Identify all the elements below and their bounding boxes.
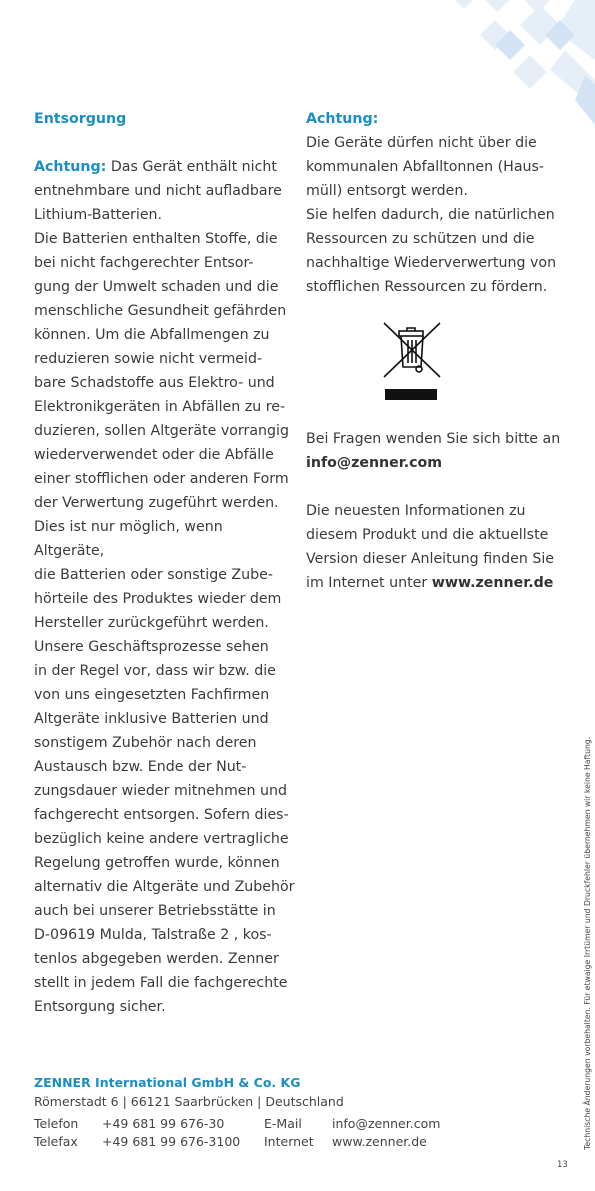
text-line: duzieren, sollen Altgeräte vorrangig bbox=[34, 423, 289, 439]
footer-website-link[interactable]: www.zenner.de bbox=[332, 1134, 427, 1149]
text-line: entnehmbare und nicht aufladbare bbox=[34, 183, 282, 199]
disposal-body-text bbox=[34, 179, 296, 1019]
text-line: reduzieren sowie nicht vermeid- bbox=[34, 351, 263, 367]
web-label: Internet bbox=[264, 1134, 314, 1149]
text-line: gung der Umwelt schaden und die bbox=[34, 279, 279, 295]
company-address: Römerstadt 6 | 66121 Saarbrücken | Deutschland bbox=[34, 1094, 344, 1109]
info-last-prefix: im Internet unter bbox=[306, 575, 432, 591]
text-line: von uns eingesetzten Fachfirmen bbox=[34, 687, 270, 703]
text-line: auch bei unserer Betriebsstätte in bbox=[34, 903, 276, 919]
text-line: D-09619 Mulda, Talstraße 2 , kos- bbox=[34, 927, 272, 943]
contact-email-link[interactable]: info@zenner.com bbox=[306, 455, 443, 471]
warning-text: Das Gerät enthält nicht bbox=[106, 159, 277, 175]
text-line: Lithium-Batterien. bbox=[34, 207, 163, 223]
text-line: einer stofflichen oder anderen Form bbox=[34, 471, 289, 487]
text-line: stellt in jedem Fall die fachgerechte bbox=[34, 975, 288, 991]
disposal-warning bbox=[34, 155, 296, 179]
attention-column bbox=[306, 107, 568, 595]
text-line: alternativ die Altgeräte und Zubehör bbox=[34, 879, 295, 895]
info-text bbox=[306, 499, 568, 571]
text-line: hörteile des Produktes wieder dem bbox=[34, 591, 282, 607]
text-line: Entsorgung sicher. bbox=[34, 999, 166, 1015]
text-line: Die Geräte dürfen nicht über die bbox=[306, 135, 537, 151]
text-line: tenlos abgegeben werden. Zenner bbox=[34, 951, 279, 967]
text-line: Version dieser Anleitung finden Sie bbox=[306, 551, 555, 567]
phone-number[interactable]: +49 681 99 676-30 bbox=[102, 1116, 225, 1131]
crossed-out-wheelie-bin-icon bbox=[382, 321, 442, 405]
text-line: kommunalen Abfalltonnen (Haus- bbox=[306, 159, 545, 175]
footer-email-link[interactable]: info@zenner.com bbox=[332, 1116, 441, 1131]
text-line: Die neuesten Informationen zu bbox=[306, 503, 526, 519]
page-number: 13 bbox=[557, 1160, 568, 1170]
text-line: Altgeräte inklusive Batterien und bbox=[34, 711, 269, 727]
fax-number: +49 681 99 676-3100 bbox=[102, 1134, 241, 1149]
text-line: Austausch bzw. Ende der Nut- bbox=[34, 759, 247, 775]
company-footer bbox=[34, 1073, 440, 1151]
website-link[interactable]: www.zenner.de bbox=[431, 575, 554, 591]
text-line: die Batterien oder sonstige Zube- bbox=[34, 567, 273, 583]
fax-label: Telefax bbox=[34, 1134, 78, 1149]
text-line: sonstigem Zubehör nach deren bbox=[34, 735, 257, 751]
text-line: wiederverwendet oder die Abfälle bbox=[34, 447, 274, 463]
company-name: ZENNER International GmbH & Co. KG bbox=[34, 1075, 301, 1090]
text-line: können. Um die Abfallmengen zu bbox=[34, 327, 270, 343]
section-heading-attention: Achtung: bbox=[306, 111, 379, 127]
text-line: diesem Produkt und die aktuellste bbox=[306, 527, 549, 543]
text-line: Dies ist nur möglich, wenn Altgeräte, bbox=[34, 519, 223, 559]
contact-row-1 bbox=[34, 1115, 440, 1133]
text-line: müll) entsorgt werden. bbox=[306, 183, 468, 199]
attention-body-text bbox=[306, 131, 568, 299]
contact-intro: Bei Fragen wenden Sie sich bitte an bbox=[306, 431, 561, 447]
text-line: Die Batterien enthalten Stoffe, die bbox=[34, 231, 278, 247]
email-label: E-Mail bbox=[264, 1116, 302, 1131]
legal-disclaimer: Technische Änderungen vorbehalten. Für etwaige Irrtümer und Druckfehler übernehmen wir keine Haftung. bbox=[583, 736, 592, 1150]
text-line: Regelung getroffen wurde, können bbox=[34, 855, 280, 871]
warning-label: Achtung: bbox=[34, 159, 107, 175]
text-line: bei nicht fachgerechter Entsor- bbox=[34, 255, 254, 271]
text-line: in der Regel vor, dass wir bzw. die bbox=[34, 663, 276, 679]
phone-label: Telefon bbox=[34, 1116, 79, 1131]
text-line: Sie helfen dadurch, die natürlichen bbox=[306, 207, 555, 223]
text-line: stofflichen Ressourcen zu fördern. bbox=[306, 279, 548, 295]
text-line: bare Schadstoffe aus Elektro- und bbox=[34, 375, 275, 391]
info-last-line bbox=[306, 571, 568, 595]
disposal-column bbox=[34, 107, 296, 1019]
text-line: Ressourcen zu schützen und die bbox=[306, 231, 535, 247]
text-line: der Verwertung zugeführt werden. bbox=[34, 495, 279, 511]
text-line: bezüglich keine andere vertragliche bbox=[34, 831, 289, 847]
text-line: menschliche Gesundheit gefährden bbox=[34, 303, 287, 319]
text-line: Elektronikgeräten in Abfällen zu re- bbox=[34, 399, 286, 415]
text-line: nachhaltige Wiederverwertung von bbox=[306, 255, 557, 271]
text-line: fachgerecht entsorgen. Sofern dies- bbox=[34, 807, 289, 823]
contact-row-2 bbox=[34, 1133, 440, 1151]
section-heading-disposal: Entsorgung bbox=[34, 111, 127, 127]
text-line: Hersteller zurückgeführt werden. bbox=[34, 615, 269, 631]
text-line: zungsdauer wieder mitnehmen und bbox=[34, 783, 288, 799]
text-line: Unsere Geschäftsprozesse sehen bbox=[34, 639, 269, 655]
